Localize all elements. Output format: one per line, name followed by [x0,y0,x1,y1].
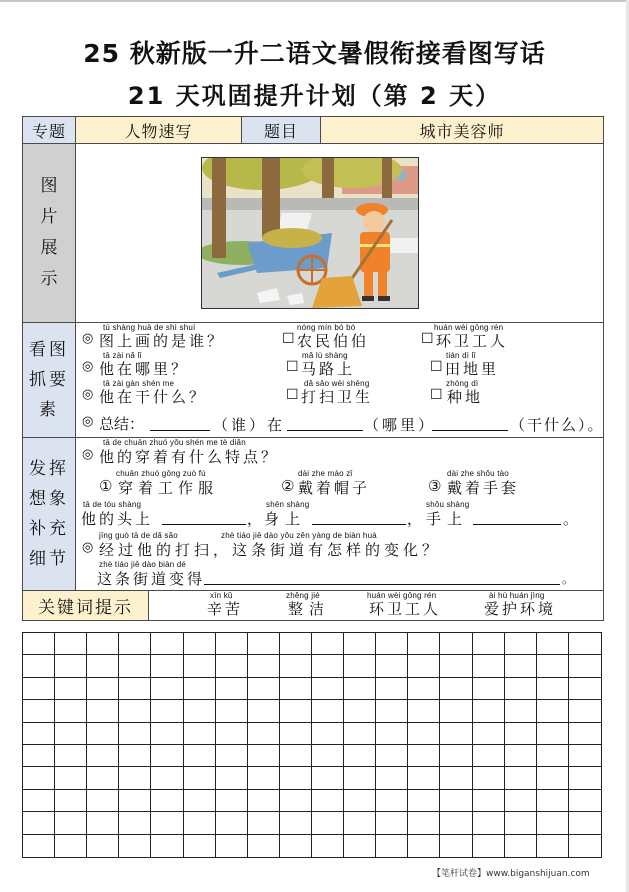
subject-label: 题目 [263,121,298,141]
grid-cell[interactable] [23,723,55,745]
grid-cell[interactable] [537,745,569,767]
grid-cell[interactable] [151,745,183,767]
grid-cell[interactable] [473,812,505,834]
grid-cell[interactable] [569,700,601,722]
hint3-number: ③ [428,477,442,495]
grid-cell[interactable] [248,745,280,767]
grid-cell[interactable] [440,678,472,700]
imagine-q1-text: 他的穿着有什么特点？ [99,448,280,466]
keyword3-pinyin: huán wèi gōng rén [367,591,437,600]
grid-cell[interactable] [87,723,119,745]
hand-blank[interactable] [473,524,561,525]
page-subtitle: 21 天巩固提升计划（第 2 天） [127,82,502,110]
grid-cell[interactable] [119,767,151,789]
grid-cell[interactable] [376,700,408,722]
grid-cell[interactable] [151,723,183,745]
keyword1-pinyin: xīn kǔ [210,591,233,600]
grid-cell[interactable] [408,700,440,722]
grid-cell[interactable] [537,633,569,655]
keyword2-pinyin: zhěng jié [286,591,320,600]
grasp-label-cell [22,322,76,438]
grid-cell[interactable] [184,633,216,655]
grid-cell[interactable] [280,767,312,789]
grid-cell[interactable] [280,633,312,655]
footer-source: 【笔杆试卷】www.biganshijuan.com [432,869,590,879]
hint1-text: 穿着工作服 [118,479,219,497]
grid-cell[interactable] [23,678,55,700]
grid-cell[interactable] [151,767,183,789]
grid-cell[interactable] [376,767,408,789]
grid-cell[interactable] [248,633,280,655]
grid-cell[interactable] [473,745,505,767]
grid-cell[interactable] [151,678,183,700]
grid-cell[interactable] [248,812,280,834]
grid-cell[interactable] [280,790,312,812]
q1-opt1-text: 农民伯伯 [297,332,370,350]
grid-cell[interactable] [216,812,248,834]
grid-cell[interactable] [376,655,408,677]
keyword2-text: 整洁 [288,600,331,618]
grid-cell[interactable] [87,745,119,767]
grid-cell[interactable] [569,767,601,789]
imagine-label-cell [22,437,76,591]
grid-cell[interactable] [408,812,440,834]
grid-cell[interactable] [55,633,87,655]
q3-marker: ◎ [82,387,94,402]
q3-opt1-checkbox[interactable]: ☐ [286,387,299,403]
grid-cell[interactable] [440,655,472,677]
grid-cell[interactable] [248,723,280,745]
keywords-label: 关键词提示 [38,598,133,618]
grid-cell[interactable] [184,655,216,677]
picture-label-cell [22,143,76,323]
keyword4-text: 爱护环境 [484,600,557,618]
topic-value-cell [75,116,242,144]
grid-cell[interactable] [408,633,440,655]
summary-who-blank[interactable] [150,430,210,431]
grid-cell[interactable] [119,633,151,655]
imagine-q2-pinyin2: zhè tiáo jiē dào yǒu zěn yàng de biàn huà [221,531,377,540]
grid-cell[interactable] [23,745,55,767]
grid-cell[interactable] [184,835,216,857]
grid-cell[interactable] [216,723,248,745]
grid-cell[interactable] [376,633,408,655]
fill-period: 。 [563,510,582,528]
grid-cell[interactable] [23,812,55,834]
answer-blank[interactable] [204,584,560,585]
q3-text: 他在干什么？ [99,388,208,406]
grid-cell[interactable] [280,723,312,745]
grid-cell[interactable] [55,723,87,745]
grid-cell[interactable] [569,678,601,700]
answer-pinyin: zhè tiáo jiē dào biàn dé [99,560,187,569]
grid-cell[interactable] [87,678,119,700]
grid-cell[interactable] [505,655,537,677]
page-title: 25 秋新版一升二语文暑假衔接看图写话 [83,39,546,68]
grid-cell[interactable] [344,767,376,789]
grid-cell[interactable] [473,790,505,812]
grid-cell[interactable] [216,745,248,767]
grid-cell[interactable] [184,812,216,834]
grid-cell[interactable] [216,678,248,700]
grid-cell[interactable] [376,812,408,834]
grid-cell[interactable] [119,723,151,745]
writing-grid[interactable] [22,632,602,858]
grid-cell[interactable] [184,723,216,745]
summary-what-label: （干什么）。 [510,416,605,434]
grid-cell[interactable] [473,723,505,745]
grid-cell[interactable] [537,812,569,834]
grid-cell[interactable] [87,835,119,857]
grid-cell[interactable] [23,655,55,677]
summary-where-label: （哪里） [364,416,437,434]
grid-cell[interactable] [280,678,312,700]
imagine-label: 发挥 想象 补充 细节 [29,459,69,569]
grid-cell[interactable] [440,633,472,655]
grid-cell[interactable] [184,767,216,789]
q3-opt2-pinyin: zhòng dì [446,379,479,388]
imagine-q1-marker: ◎ [82,447,94,462]
grid-cell[interactable] [248,655,280,677]
grid-cell[interactable] [569,812,601,834]
grid-cell[interactable] [376,745,408,767]
q1-pinyin: tú shàng huà de shì shuí [103,323,196,332]
grid-cell[interactable] [280,745,312,767]
grid-cell[interactable] [23,633,55,655]
grid-cell[interactable] [473,835,505,857]
grid-cell[interactable] [23,700,55,722]
head-blank[interactable] [162,524,246,525]
topic-value: 人物速写 [124,121,193,141]
grid-cell[interactable] [440,745,472,767]
grid-cell[interactable] [87,633,119,655]
grid-cell[interactable] [408,745,440,767]
grid-cell[interactable] [505,723,537,745]
grid-cell[interactable] [537,835,569,857]
grid-cell[interactable] [119,678,151,700]
grid-cell[interactable] [55,678,87,700]
q2-opt2-pinyin: tián dì lǐ [446,351,476,360]
q3-opt2-checkbox[interactable]: ☐ [430,387,443,403]
grid-cell[interactable] [505,745,537,767]
grid-cell[interactable] [376,723,408,745]
grid-cell[interactable] [344,812,376,834]
grid-cell[interactable] [440,835,472,857]
grid-cell[interactable] [312,745,344,767]
grid-cell[interactable] [184,700,216,722]
grid-cell[interactable] [216,790,248,812]
q2-opt2-checkbox[interactable]: ☐ [430,359,443,375]
grid-cell[interactable] [537,723,569,745]
hint2-number: ② [281,477,295,495]
grid-cell[interactable] [537,678,569,700]
head-pinyin: tā de tóu shàng [83,500,142,509]
grid-cell[interactable] [569,790,601,812]
grid-cell[interactable] [408,723,440,745]
grid-cell[interactable] [344,723,376,745]
grid-cell[interactable] [440,723,472,745]
grid-cell[interactable] [55,655,87,677]
picture-label: 图 片 展 示 [40,176,58,289]
grid-cell[interactable] [376,678,408,700]
grid-cell[interactable] [248,790,280,812]
grid-cell[interactable] [505,767,537,789]
q2-pinyin: tā zài nǎ lǐ [103,351,142,360]
grid-cell[interactable] [151,812,183,834]
imagine-q2-pinyin1: jīng guò tā de dǎ sǎo [99,531,178,540]
hint2-pinyin: dài zhe mào zǐ [298,469,353,478]
grid-cell[interactable] [440,812,472,834]
grid-cell[interactable] [151,700,183,722]
grid-cell[interactable] [119,790,151,812]
summary-label: 总结： [99,415,145,433]
grid-cell[interactable] [23,835,55,857]
grid-cell[interactable] [344,835,376,857]
q2-opt1-checkbox[interactable]: ☐ [286,359,299,375]
grid-cell[interactable] [151,655,183,677]
grid-cell[interactable] [408,767,440,789]
grid-cell[interactable] [440,790,472,812]
subject-value-cell [320,116,604,144]
grid-cell[interactable] [216,767,248,789]
grid-cell[interactable] [248,835,280,857]
grid-cell[interactable] [473,678,505,700]
grid-cell[interactable] [248,767,280,789]
page-top-edge [0,0,629,2]
grid-cell[interactable] [119,812,151,834]
grid-cell[interactable] [376,790,408,812]
grid-cell[interactable] [55,767,87,789]
q1-opt2-pinyin: huán wèi gōng rén [434,323,504,332]
head-text: 他的头上 [81,510,154,528]
grid-cell[interactable] [312,655,344,677]
summary-who-label: （谁）在 [213,416,286,434]
grid-cell[interactable] [473,633,505,655]
imagine-q2-marker: ◎ [82,540,94,555]
grid-cell[interactable] [312,723,344,745]
q3-opt2-text: 种地 [447,388,484,406]
grid-cell[interactable] [440,700,472,722]
grid-cell[interactable] [184,678,216,700]
grid-cell[interactable] [151,633,183,655]
grid-cell[interactable] [312,678,344,700]
grid-cell[interactable] [87,700,119,722]
grid-cell[interactable] [55,745,87,767]
grid-cell[interactable] [537,655,569,677]
grid-cell[interactable] [184,790,216,812]
hint3-pinyin: dài zhe shǒu tào [447,469,509,478]
grasp-label: 看图 抓要 素 [29,340,69,420]
grid-cell[interactable] [505,633,537,655]
answer-period: 。 [562,572,578,586]
grid-cell[interactable] [87,767,119,789]
grid-cell[interactable] [119,700,151,722]
grid-cell[interactable] [280,655,312,677]
q2-opt2-text: 田地里 [445,360,500,378]
grid-cell[interactable] [569,723,601,745]
hint1-number: ① [99,477,113,495]
grid-cell[interactable] [376,835,408,857]
grid-cell[interactable] [119,835,151,857]
grid-cell[interactable] [55,790,87,812]
imagine-q1-pinyin: tā de chuān zhuó yǒu shén me tè diǎn [103,438,246,447]
q3-opt1-text: 打扫卫生 [301,388,374,406]
hint1-pinyin: chuān zhuó gōng zuò fú [116,469,206,478]
sanitation-worker-illustration [201,157,419,309]
grid-cell[interactable] [473,655,505,677]
body-comma: ， [407,510,426,528]
grid-cell[interactable] [537,767,569,789]
grid-cell[interactable] [119,745,151,767]
q1-opt1-checkbox[interactable]: ☐ [282,331,295,347]
grid-cell[interactable] [216,655,248,677]
grid-cell[interactable] [312,835,344,857]
imagine-q2-text: 经过他的打扫，这条街道有怎样的变化？ [99,541,442,559]
grid-cell[interactable] [344,678,376,700]
street-sweeper-icon [202,158,419,309]
hand-pinyin: shǒu shàng [426,500,470,509]
grid-cell[interactable] [344,655,376,677]
summary-marker: ◎ [82,414,94,429]
grid-cell[interactable] [23,767,55,789]
grid-cell[interactable] [569,835,601,857]
subject-value: 城市美容师 [419,121,505,141]
q2-marker: ◎ [82,359,94,374]
grid-cell[interactable] [312,812,344,834]
grid-cell[interactable] [312,790,344,812]
grid-cell[interactable] [87,655,119,677]
grid-cell[interactable] [151,835,183,857]
keyword3-text: 环卫工人 [369,600,442,618]
summary-what-blank[interactable] [432,430,508,431]
q1-opt1-pinyin: nóng mín bó bó [297,323,356,332]
grid-cell[interactable] [408,790,440,812]
grid-cell[interactable] [505,812,537,834]
grid-cell[interactable] [408,835,440,857]
grid-cell[interactable] [537,700,569,722]
body-text: 身上 [264,510,307,528]
grid-cell[interactable] [280,700,312,722]
grid-cell[interactable] [312,700,344,722]
grid-cell[interactable] [248,700,280,722]
grid-cell[interactable] [55,700,87,722]
grid-cell[interactable] [473,700,505,722]
keywords-label-cell [22,590,149,621]
grid-cell[interactable] [505,700,537,722]
grid-cell[interactable] [569,745,601,767]
body-blank[interactable] [312,524,406,525]
grid-cell[interactable] [55,812,87,834]
q1-opt2-checkbox[interactable]: ☐ [421,331,434,347]
grid-cell[interactable] [248,678,280,700]
answer-text: 这条街道变得 [97,570,206,588]
q2-opt1-pinyin: mǎ lù shàng [302,351,348,360]
grid-cell[interactable] [23,790,55,812]
grid-cell[interactable] [537,790,569,812]
grid-cell[interactable] [344,745,376,767]
topic-label-cell [22,116,76,144]
subject-label-cell [241,116,321,144]
hint2-text: 戴着帽子 [298,479,371,497]
grid-cell[interactable] [55,835,87,857]
grid-cell[interactable] [569,633,601,655]
grid-cell[interactable] [312,767,344,789]
q2-text: 他在哪里？ [99,360,190,378]
grid-cell[interactable] [505,835,537,857]
q3-pinyin: tā zài gàn shén me [103,379,175,388]
hint3-text: 戴着手套 [447,479,520,497]
grid-cell[interactable] [87,790,119,812]
topic-label: 专题 [31,121,66,141]
grid-cell[interactable] [216,835,248,857]
grid-cell[interactable] [505,790,537,812]
q2-opt1-text: 马路上 [301,360,356,378]
grid-cell[interactable] [280,812,312,834]
grid-cell[interactable] [119,655,151,677]
grid-cell[interactable] [569,655,601,677]
hand-text: 手上 [426,510,469,528]
q1-opt2-text: 环卫工人 [436,332,509,350]
grid-cell[interactable] [216,633,248,655]
q1-marker: ◎ [82,331,94,346]
grid-cell[interactable] [184,745,216,767]
grid-cell[interactable] [408,678,440,700]
grid-cell[interactable] [344,700,376,722]
q3-opt1-pinyin: dǎ sǎo wèi shēng [304,379,370,388]
keyword1-text: 辛苦 [207,600,244,618]
grid-cell[interactable] [216,700,248,722]
grid-cell[interactable] [151,790,183,812]
body-pinyin: shēn shàng [266,500,310,509]
grid-cell[interactable] [505,678,537,700]
grid-cell[interactable] [408,655,440,677]
head-comma: ， [247,510,266,528]
keyword4-pinyin: ài hù huán jìng [489,591,545,600]
grid-cell[interactable] [87,812,119,834]
grid-cell[interactable] [280,835,312,857]
grid-cell[interactable] [440,767,472,789]
grid-cell[interactable] [312,633,344,655]
q1-text: 图上画的是谁？ [99,332,226,350]
grid-cell[interactable] [473,767,505,789]
summary-where-blank[interactable] [287,430,363,431]
grid-cell[interactable] [344,633,376,655]
grid-cell[interactable] [344,790,376,812]
